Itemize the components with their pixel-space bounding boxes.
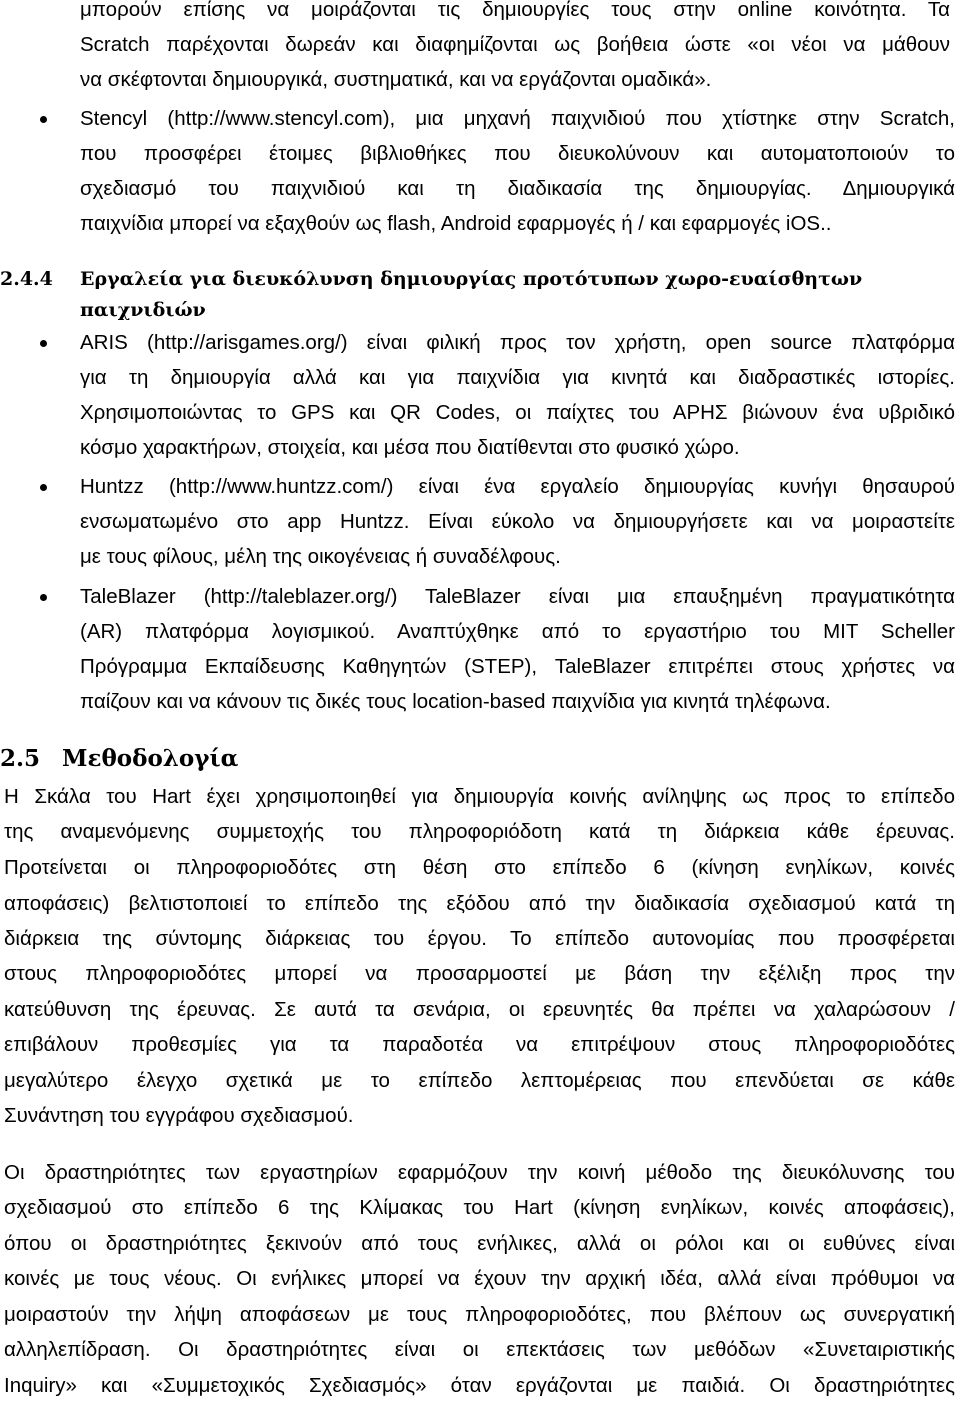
bullet-icon [40,484,47,491]
text-line: για τη δημιουργία αλλά και για παιχνίδια για κινητά και διαδραστικές ιστορίες. [80,366,955,389]
text-line: επιβάλουν προθεσμίες για τα παραδοτέα να επιτρέψουν στους πληροφοριοδότες [4,1033,955,1056]
bullet-icon [40,340,47,347]
text-line: κατεύθυνση της έρευνας. Σε αυτά τα σενάρια, οι ερευνητές θα πρέπει να χαλαρώσουν / [4,998,955,1021]
text-line: Scratch παρέχονται δωρεάν και διαφημίζονται ως βοήθεια ώστε «οι νέοι να μάθουν [80,33,950,56]
text-line: Inquiry» και «Συμμετοχικός Σχεδιασμός» όταν εργάζονται με παιδιά. Οι δραστηριότητες [4,1374,955,1397]
text-line: ενσωματωμένο στο app Huntzz. Είναι εύκολο να δημιουργήσετε και να μοιραστείτε [80,510,955,533]
text-line: να σκέφτονται δημιουργικά, συστηματικά, και να εργάζονται ομαδικά». [80,68,712,91]
text-line: Χρησιμοποιώντας το GPS και QR Codes, οι παίχτες του ΑΡΗΣ βιώνουν ένα υβριδικό [80,401,955,424]
text-line: κοινές με τους νέους. Οι ενήλικες μπορεί να έχουν την αρχική ιδέα, αλλά είναι πρόθυμοι να [4,1267,955,1290]
text-line: σχεδιασμό του παιχνιδιού και τη διαδικασία της δημιουργίας. Δημιουργικά [80,177,955,200]
text-line: αλληλεπίδραση. Οι δραστηριότητες είναι οι επεκτάσεις των μεθόδων «Συνεταιριστικής [4,1338,955,1361]
bullet-icon [40,594,47,601]
text-line: Η Σκάλα του Hart έχει χρησιμοποιηθεί για δημιουργία κοινής ανίληψης ως προς το επίπεδο [4,785,955,808]
text-line: Huntzz (http://www.huntzz.com/) είναι ένα εργαλείο δημιουργίας κυνήγι θησαυρού [80,475,955,498]
text-line: με τους φίλους, μέλη της οικογένειας ή συναδέλφους. [80,545,561,568]
text-line: μεγαλύτερο έλεγχο σχετικά με το επίπεδο λεπτομέρειας που επενδύεται σε κάθε [4,1069,955,1092]
text-line: Stencyl (http://www.stencyl.com), μια μηχανή παιχνιδιού που χτίστηκε στην Scratch, [80,107,955,130]
text-line: της αναμενόμενης συμμετοχής του πληροφοριόδοτη κατά τη διάρκεια κάθε έρευνας. [4,820,955,843]
text-line: Οι δραστηριότητες των εργαστηρίων εφαρμόζουν την κοινή μέθοδο της διευκόλυνσης του [4,1161,955,1184]
text-line: διάρκεια της σύντομης διάρκειας του έργου. Το επίπεδο αυτονομίας που προσφέρεται [4,927,955,950]
text-line: σχεδιασμού στο επίπεδο 6 της Κλίμακας του Hart (κίνηση ενηλίκων, κοινές αποφάσεις), [4,1196,955,1219]
section-title: Μεθοδολογία [62,745,239,772]
section-number: 2.5 [0,745,41,772]
text-line: Προτείνεται οι πληροφοριοδότες στη θέση στο επίπεδο 6 (κίνηση ενηλίκων, κοινές [4,856,955,879]
section-title: Εργαλεία για διευκόλυνση δημιουργίας προτότυπων χωρο-ευαίσθητων [80,268,863,290]
text-line: ARIS (http://arisgames.org/) είναι φιλική προς τον χρήστη, open source πλατφόρμα [80,331,955,354]
text-line: Πρόγραμμα Εκπαίδευσης Καθηγητών (STEP), TaleBlazer επιτρέπει στους χρήστες να [80,655,955,678]
text-line: όπου οι δραστηριότητες ξεκινούν από τους ενήλικες, αλλά οι ρόλοι και οι ευθύνες είναι [4,1232,955,1255]
text-line: μοιραστούν την λήψη αποφάσεων με τους πληροφοριοδότες, που βλέπουν ως συνεργατική [4,1303,955,1326]
text-line: κόσμο χαρακτήρων, στοιχεία, και μέσα που διατίθενται στο φυσικό χώρο. [80,436,740,459]
text-line: αποφάσεις) βελτιστοποιεί το επίπεδο της εξόδου από την διαδικασία σχεδιασμού κατά τη [4,892,955,915]
bullet-icon [40,116,47,123]
text-line: στους πληροφοριοδότες μπορεί να προσαρμοστεί με βάση την εξέλιξη προς την [4,962,955,985]
section-number: 2.4.4 [0,268,53,290]
text-line: TaleBlazer (http://taleblazer.org/) TaleBlazer είναι μια επαυξημένη πραγματικότητα [80,585,955,608]
text-line: που προσφέρει έτοιμες βιβλιοθήκες που διευκολύνουν και αυτοματοποιούν το [80,142,955,165]
text-line: (AR) πλατφόρμα λογισμικού. Αναπτύχθηκε από το εργαστήριο του MIT Scheller [80,620,955,643]
text-line: μπορούν επίσης να μοιράζονται τις δημιουργίες τους στην online κοινότητα. Τα [80,0,950,21]
section-title-continued: παιχνιδιών [80,299,206,321]
text-line: παίζουν και να κάνουν τις δικές τους location-based παιχνίδια για κινητά τηλέφωνα. [80,690,831,713]
text-line: Συνάντηση του εγγράφου σχεδιασμού. [4,1104,354,1127]
text-line: παιχνίδια μπορεί να εξαχθούν ως flash, Android εφαρμογές ή / και εφαρμογές iOS.. [80,212,832,235]
